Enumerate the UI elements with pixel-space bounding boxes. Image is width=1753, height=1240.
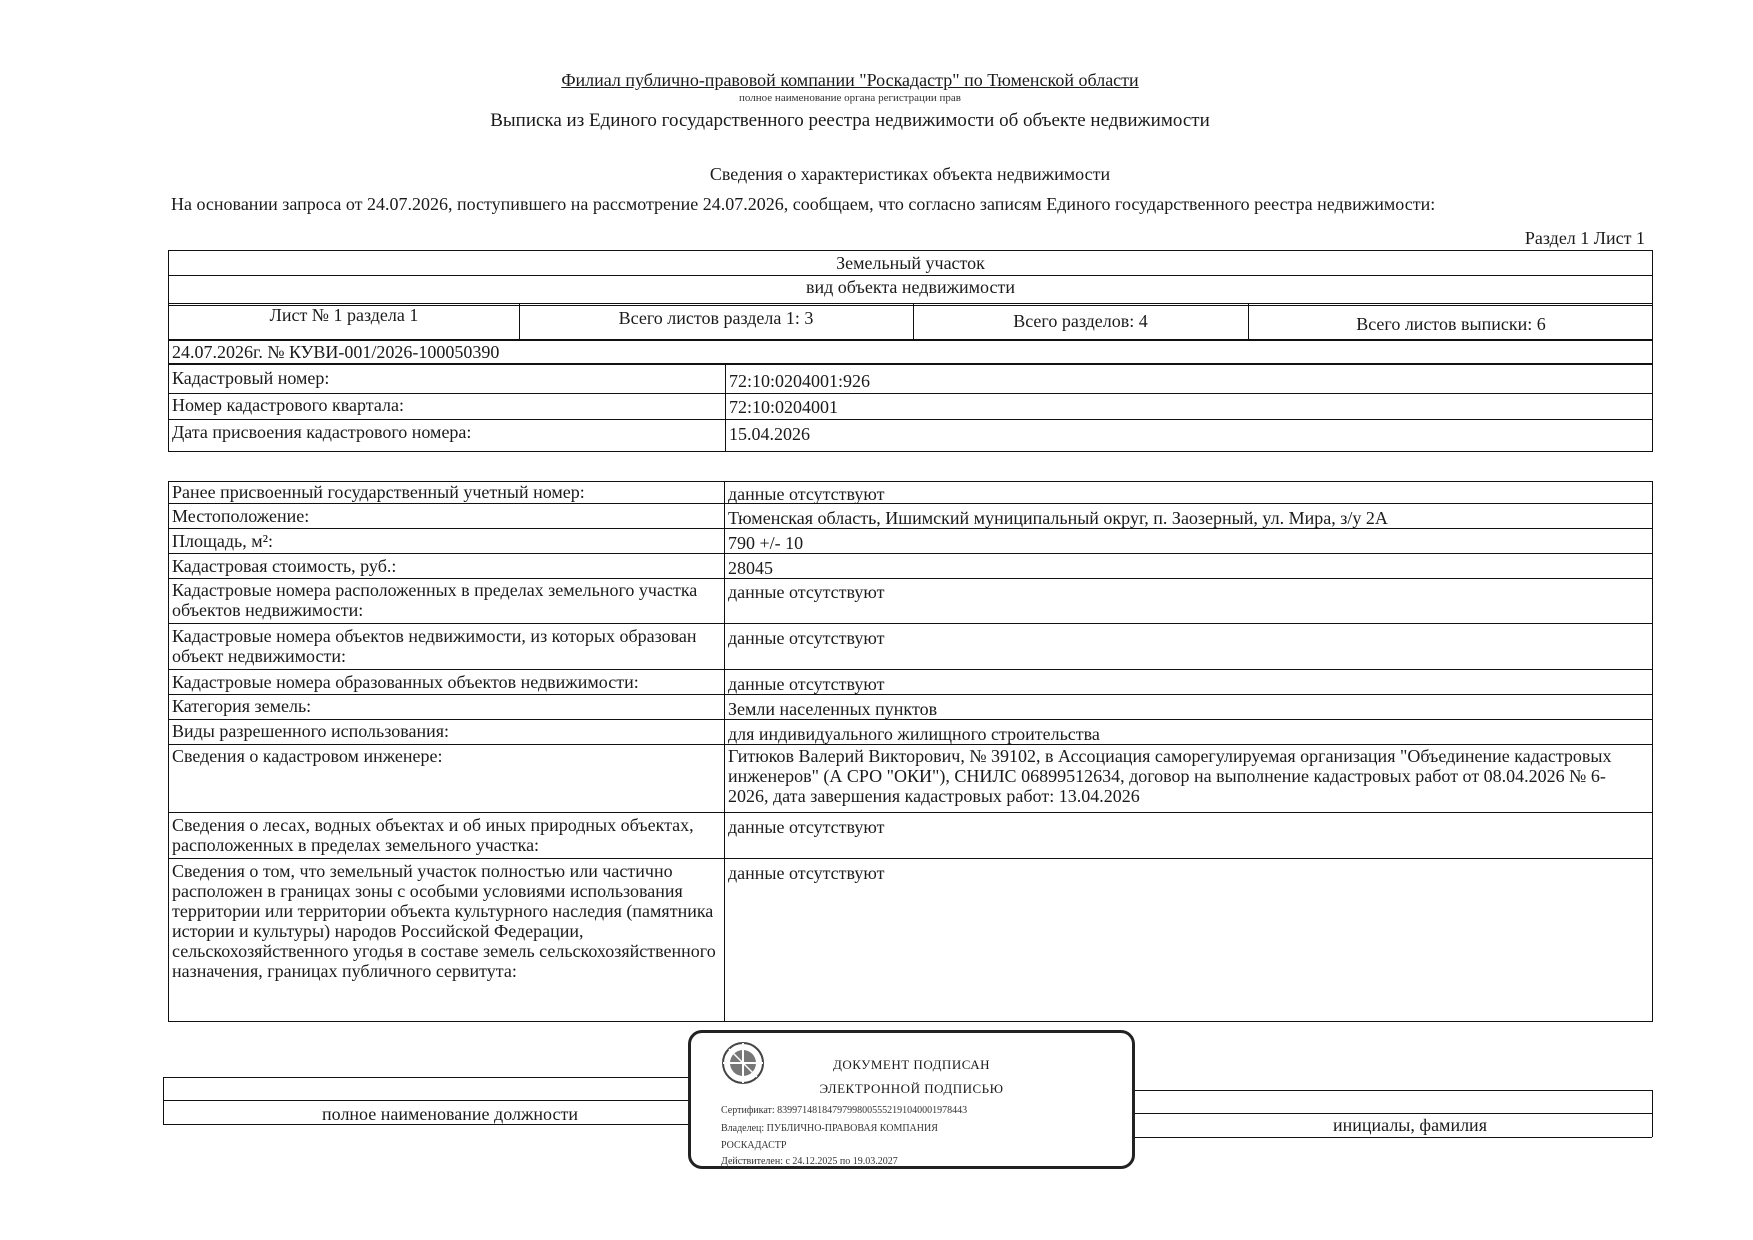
location-label: Местоположение: bbox=[172, 506, 310, 526]
cadastral-number-value: 72:10:0204001:926 bbox=[729, 371, 871, 391]
cadastral-table bbox=[168, 364, 1653, 452]
engineer-value: Гитюков Валерий Викторович, № 39102, в Ассоциация саморегулируемая организация "Объединение кадастровых инженеров" (А СРО "ОКИ"), СНИЛС 06899512634, договор на выполнение кадастровых работ от 08.04.2026 № 6-2026, дата завершения кадастровых работ: 13.04.2026 bbox=[728, 746, 1612, 806]
electronic-signature-stamp bbox=[688, 1030, 1135, 1169]
area-value: 790 +/- 10 bbox=[728, 533, 804, 553]
object-type-box bbox=[168, 250, 1653, 306]
object-type-caption: вид объекта недвижимости bbox=[806, 277, 1015, 297]
sheet-number: Лист № 1 раздела 1 bbox=[269, 305, 419, 325]
special-zones-label: Сведения о том, что земельный участок полностью или частично расположен в границах зоны с особыми условиями использования территории или территории объекта культурного наследия (памятника истории и культуры) народов Российской Федерации, сельскохозяйственного угодья в составе земель сельскохозяйственного назначения, границах публичного сервитута: bbox=[172, 861, 716, 981]
organization-caption: полное наименование органа регистрации прав bbox=[739, 92, 961, 104]
stamp-owner-name: РОСКАДАСТР bbox=[721, 1140, 787, 1151]
prev-number-value: данные отсутствуют bbox=[728, 484, 885, 504]
position-caption: полное наименование должности bbox=[322, 1104, 578, 1124]
location-value: Тюменская область, Ишимский муниципальный округ, п. Заозерный, ул. Мира, з/у 2А bbox=[728, 508, 1388, 528]
object-type: Земельный участок bbox=[836, 253, 985, 273]
cadastral-quarter-label: Номер кадастрового квартала: bbox=[172, 395, 404, 415]
inner-objects-value: данные отсутствуют bbox=[728, 582, 885, 602]
cadastral-quarter-value: 72:10:0204001 bbox=[729, 397, 839, 417]
cadastral-value-value: 28045 bbox=[728, 558, 773, 578]
stamp-validity: Действителен: с 24.12.2025 по 19.03.2027 bbox=[721, 1156, 898, 1167]
permitted-use-label: Виды разрешенного использования: bbox=[172, 721, 450, 741]
characteristics-table bbox=[168, 481, 1653, 1022]
section-title: Сведения о характеристиках объекта недвижимости bbox=[709, 164, 1111, 184]
document-title: Выписка из Единого государственного реестра недвижимости об объекте недвижимости bbox=[490, 110, 1210, 131]
nature-objects-label: Сведения о лесах, водных объектах и об иных природных объектах, расположенных в пределах земельного участка: bbox=[172, 815, 694, 855]
signature-top-line-left bbox=[163, 1077, 689, 1078]
stamp-line-1: ДОКУМЕНТ ПОДПИСАН bbox=[832, 1057, 991, 1072]
permitted-use-value: для индивидуального жилищного строительства bbox=[728, 724, 1100, 744]
organization-name: Филиал публично-правовой компании "Роскадастр" по Тюменской области bbox=[561, 70, 1139, 90]
formed-objects-label: Кадастровые номера образованных объектов недвижимости: bbox=[172, 672, 639, 692]
stamp-certificate: Сертификат: 83997148184797998005552191040001978443 bbox=[721, 1105, 968, 1116]
signature-mid-line-left bbox=[163, 1100, 689, 1101]
sheets-row bbox=[168, 303, 1653, 340]
land-category-label: Категория земель: bbox=[172, 696, 312, 716]
stamp-line-2: ЭЛЕКТРОННОЙ ПОДПИСЬЮ bbox=[819, 1081, 1004, 1096]
signature-bottom-line-right bbox=[1135, 1137, 1652, 1138]
signature-top-line-right bbox=[1135, 1090, 1652, 1091]
sections-total: Всего разделов: 4 bbox=[1013, 311, 1148, 331]
extract-sheets-total: Всего листов выписки: 6 bbox=[1356, 314, 1546, 334]
registration-row bbox=[168, 340, 1653, 364]
engineer-label: Сведения о кадастровом инженере: bbox=[172, 746, 443, 766]
signature-mid-line-right bbox=[1135, 1113, 1652, 1114]
section-sheet-ref: Раздел 1 Лист 1 bbox=[1524, 228, 1645, 248]
assignment-date-label: Дата присвоения кадастрового номера: bbox=[172, 422, 472, 442]
name-caption: инициалы, фамилия bbox=[1333, 1115, 1487, 1135]
formed-objects-value: данные отсутствуют bbox=[728, 674, 885, 694]
section-sheets-total: Всего листов раздела 1: 3 bbox=[618, 308, 814, 328]
cadastral-value-label: Кадастровая стоимость, руб.: bbox=[172, 556, 397, 576]
source-objects-label: Кадастровые номера объектов недвижимости, из которых образован объект недвижимости: bbox=[172, 626, 697, 666]
inner-objects-label: Кадастровые номера расположенных в пределах земельного участка объектов недвижимости: bbox=[172, 580, 698, 620]
land-category-value: Земли населенных пунктов bbox=[728, 699, 938, 719]
area-label: Площадь, м²: bbox=[172, 531, 273, 551]
cadastral-number-label: Кадастровый номер: bbox=[172, 368, 330, 388]
prev-number-label: Ранее присвоенный государственный учетный номер: bbox=[172, 482, 585, 502]
source-objects-value: данные отсутствуют bbox=[728, 628, 885, 648]
special-zones-value: данные отсутствуют bbox=[728, 863, 885, 883]
assignment-date-value: 15.04.2026 bbox=[729, 424, 810, 444]
stamp-owner: Владелец: ПУБЛИЧНО-ПРАВОВАЯ КОМПАНИЯ bbox=[721, 1123, 938, 1134]
nature-objects-value: данные отсутствуют bbox=[728, 817, 885, 837]
registration-number: 24.07.2026г. № КУВИ-001/2026-100050390 bbox=[172, 342, 500, 362]
intro-text: На основании запроса от 24.07.2026, поступившего на рассмотрение 24.07.2026, сообщаем, что согласно записям Единого государственного реестра недвижимости: bbox=[171, 194, 1436, 214]
